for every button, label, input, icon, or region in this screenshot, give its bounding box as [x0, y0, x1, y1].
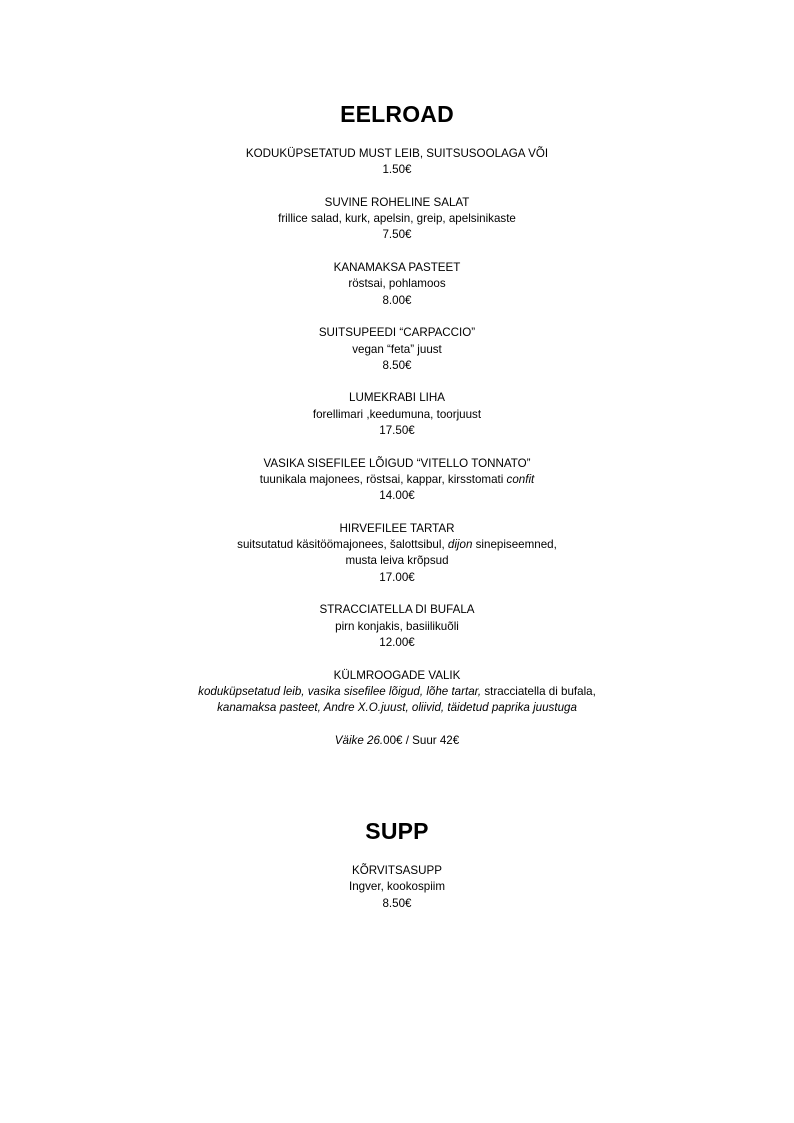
menu-item: [0, 146, 794, 179]
menu-item: [0, 325, 794, 374]
dish-name: STRACCIATELLA DI BUFALA: [319, 603, 475, 617]
menu-item: [0, 602, 794, 651]
description-italic: koduküpsetatud leib, vasika sisefilee lõigud, lõhe tartar,: [198, 684, 482, 698]
dish-name: LUMEKRABI LIHA: [349, 391, 445, 405]
description-italic: dijon: [447, 538, 473, 552]
section-starters: [0, 100, 794, 749]
section-soup: [0, 817, 794, 912]
dish-name: KODUKÜPSETATUD MUST LEIB, SUITSUSOOLAGA VÕI: [245, 147, 549, 160]
dish-price: 14.00€: [379, 489, 415, 503]
dish-name: KÜLMROOGADE VALIK: [333, 668, 461, 682]
dish-list: [0, 146, 794, 749]
description-text: tuunikala majonees, röstsai, kappar, kirsstomati: [259, 472, 507, 486]
dish-description: forellimari ,keedumuna, toorjuust: [312, 407, 482, 421]
dish-price: 8.50€: [382, 896, 412, 910]
description-italic: confit: [506, 472, 535, 486]
dish-description-line2: musta leiva krõpsud: [345, 554, 449, 568]
dish-description: [0, 537, 794, 553]
dish-name: KANAMAKSA PASTEET: [333, 261, 461, 275]
dish-name: SUVINE ROHELINE SALAT: [324, 195, 470, 209]
dish-description: Ingver, kookospiim: [348, 880, 446, 894]
size-price-line: [0, 733, 794, 749]
dish-description-line2: [0, 700, 794, 716]
dish-name: SUITSUPEEDI “CARPACCIO”: [318, 326, 476, 340]
dish-description: [0, 684, 794, 700]
price-small-italic: Väike 26.: [334, 733, 384, 747]
dish-description: frillice salad, kurk, apelsin, greip, apelsinikaste: [278, 212, 516, 226]
dish-description: pirn konjakis, basiilikuõli: [335, 619, 459, 633]
menu-item: [0, 260, 794, 309]
description-text: stracciatella di bufala,: [481, 684, 596, 698]
dish-price: 8.50€: [382, 358, 412, 372]
description-italic: kanamaksa pasteet, Andre X.O.juust, oliivid, täidetud paprika juustuga: [217, 701, 577, 715]
menu-item: [0, 456, 794, 505]
dish-description: vegan “feta” juust: [352, 342, 442, 356]
dish-description: röstsai, pohlamoos: [348, 277, 446, 291]
dish-name: VASIKA SISEFILEE LÕIGUD “VITELLO TONNATO”: [263, 456, 531, 470]
dish-name: HIRVEFILEE TARTAR: [339, 521, 455, 535]
menu-item: [0, 863, 794, 912]
dish-price: 7.50€: [382, 228, 412, 242]
dish-price: 17.00€: [379, 570, 415, 584]
dish-price: [0, 733, 794, 749]
section-title: EELROAD: [340, 101, 454, 127]
description-text: suitsutatud käsitöömajonees, šalottsibul,: [237, 538, 448, 552]
dish-description: [0, 472, 794, 488]
dish-price: 1.50€: [382, 163, 412, 177]
dish-price: 17.50€: [379, 424, 415, 438]
menu-item: [0, 195, 794, 244]
description-text: sinepiseemned,: [472, 538, 557, 552]
price-rest: 00€ / Suur 42€: [383, 733, 460, 747]
menu-item: [0, 521, 794, 586]
dish-name: KÕRVITSASUPP: [352, 864, 442, 877]
menu-item: [0, 390, 794, 439]
menu-item: [0, 668, 794, 717]
dish-list: [0, 863, 794, 912]
section-title: SUPP: [365, 818, 429, 844]
dish-price: 12.00€: [379, 635, 415, 649]
dish-price: 8.00€: [382, 293, 412, 307]
